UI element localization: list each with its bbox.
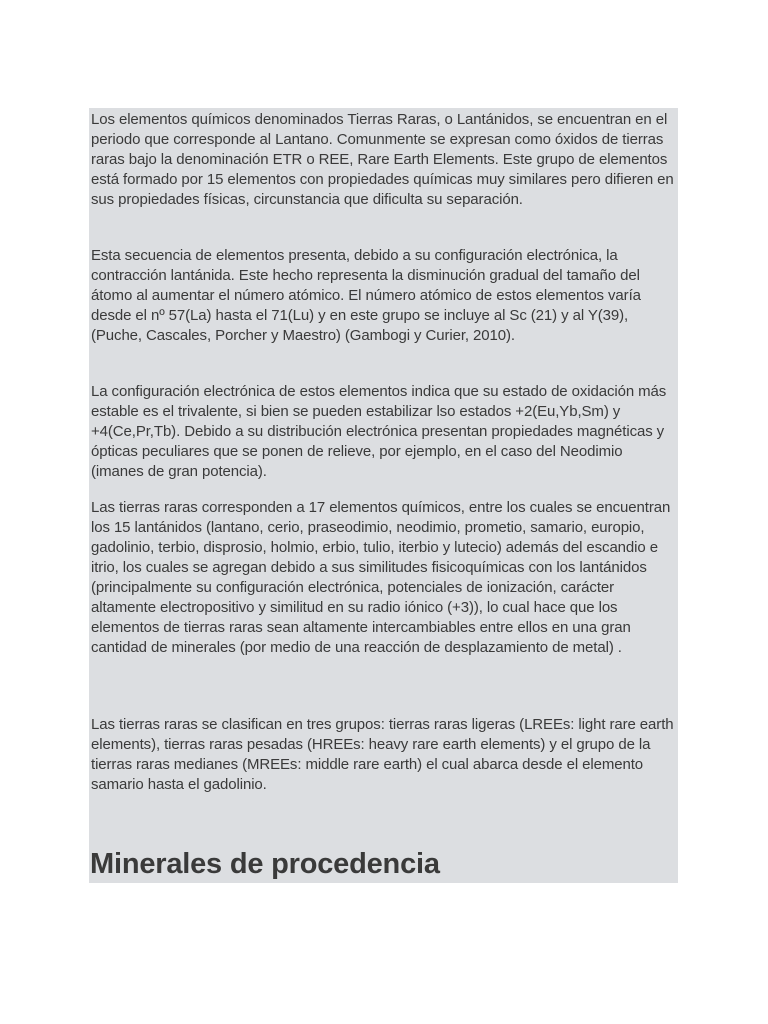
content-block — [89, 108, 678, 883]
paragraph-classification: Las tierras raras se clasifican en tres grupos: tierras raras ligeras (LREEs: light rare earth elements), tierras raras pesadas (HREEs: heavy rare earth elements) y el grupo de la tierras raras medianes (MREEs: middle rare earth) el cual abarca desde el elemento samario hasta el gadolinio. — [91, 716, 674, 793]
paragraph-lanthanide-contraction: Esta secuencia de elementos presenta, debido a su configuración electrónica, la contracción lantánida. Este hecho representa la disminución gradual del tamaño del átomo al aumentar el número atómico. El número atómico de estos elementos varía desde el nº 57(La) hasta el 71(Lu) y en este grupo se incluye al Sc (21) y al Y(39),(Puche, Cascales, Porcher y Maestro) (Gambogi y Curier, 2010). — [91, 247, 641, 344]
paragraph-seventeen-elements: Las tierras raras corresponden a 17 elementos químicos, entre los cuales se encuentran los 15 lantánidos (lantano, cerio, praseodimio, neodimio, prometio, samario, europio, gadolinio, terbio, disprosio, holmio, erbio, tulio, iterbio y lutecio) además del escandio e itrio, los cuales se agregan debido a sus similitudes fisicoquímicas con los lantánidos (principalmente su configuración electrónica, potenciales de ionización, carácter altamente electropositivo y similitud en su radio iónico (+3)), lo cual hace que los elementos de tierras raras sean altamente intercambiables entre ellos en una gran cantidad de minerales (por medio de una reacción de desplazamiento de metal) . — [91, 499, 671, 656]
section-heading: Minerales de procedencia — [90, 848, 440, 880]
paragraph-intro: Los elementos químicos denominados Tierras Raras, o Lantánidos, se encuentran en el periodo que corresponde al Lantano. Comunmente se expresan como óxidos de tierras raras bajo la denominación ETR o REE, Rare Earth Elements. Este grupo de elementos está formado por 15 elementos con propiedades químicas muy similares pero difieren en sus propiedades físicas, circunstancia que dificulta su separación. — [91, 111, 674, 208]
paragraph-electronic-configuration: La configuración electrónica de estos elementos indica que su estado de oxidación más estable es el trivalente, si bien se pueden estabilizar lso estados +2(Eu,Yb,Sm) y +4(Ce,Pr,Tb). Debido a su distribución electrónica presentan propiedades magnéticas y ópticas peculiares que se ponen de relieve, por ejemplo, en el caso del Neodimio (imanes de gran potencia). — [91, 383, 667, 480]
